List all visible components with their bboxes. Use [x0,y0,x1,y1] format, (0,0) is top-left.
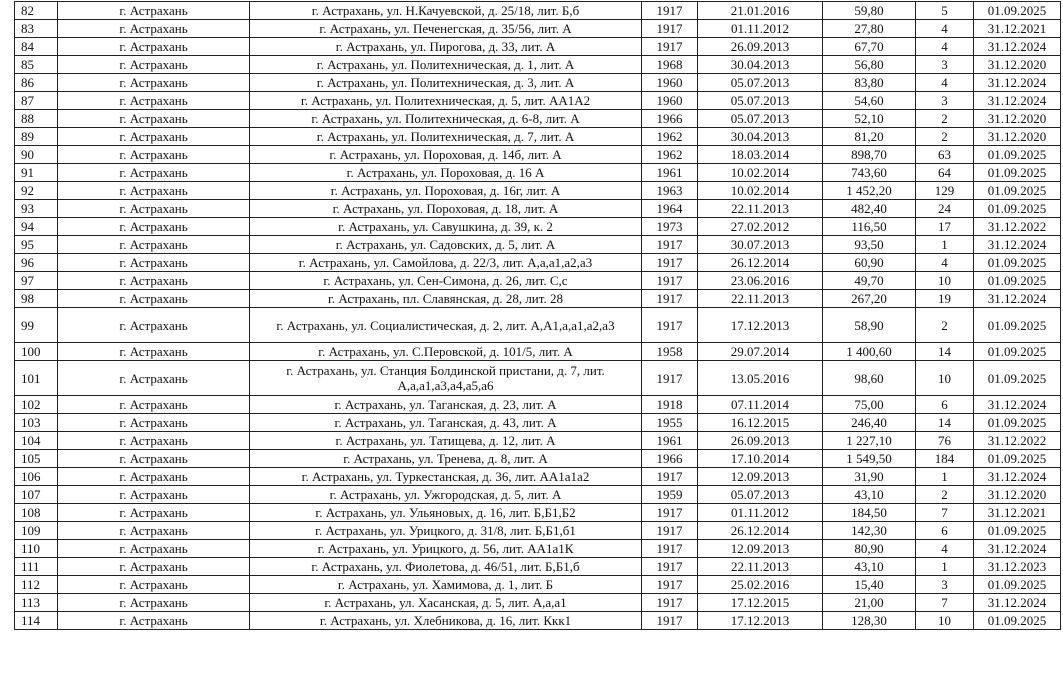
city-cell: г. Астрахань [58,290,250,308]
city-cell: г. Астрахань [58,254,250,272]
date-cell: 30.07.2013 [698,236,823,254]
address-cell: г. Астрахань, ул. Пороховая, д. 16 А [250,164,642,182]
address-cell: г. Астрахань, ул. Пороховая, д. 14б, лит. А [250,146,642,164]
table-row [15,468,1061,486]
area-cell: 898,70 [823,146,916,164]
year-cell: 1961 [642,432,698,450]
city-cell: г. Астрахань [58,74,250,92]
count-cell: 3 [916,576,974,594]
date-cell: 26.12.2014 [698,522,823,540]
date-cell: 17.12.2015 [698,594,823,612]
count-cell: 1 [916,468,974,486]
area-cell: 743,60 [823,164,916,182]
count-cell: 14 [916,343,974,361]
count-cell: 17 [916,218,974,236]
deadline-cell: 31.12.2024 [974,74,1061,92]
address-cell: г. Астрахань, ул. Политехническая, д. 3, лит. А [250,74,642,92]
area-cell: 246,40 [823,414,916,432]
row-number: 102 [15,396,58,414]
city-cell: г. Астрахань [58,468,250,486]
count-cell: 4 [916,74,974,92]
date-cell: 05.07.2013 [698,92,823,110]
area-cell: 58,90 [823,308,916,343]
year-cell: 1961 [642,164,698,182]
count-cell: 129 [916,182,974,200]
city-cell: г. Астрахань [58,2,250,20]
date-cell: 26.09.2013 [698,432,823,450]
city-cell: г. Астрахань [58,612,250,630]
table-row [15,236,1061,254]
year-cell: 1917 [642,361,698,396]
row-number: 84 [15,38,58,56]
year-cell: 1966 [642,450,698,468]
year-cell: 1917 [642,38,698,56]
deadline-cell: 01.09.2025 [974,612,1061,630]
address-cell: г. Астрахань, ул. Печенегская, д. 35/56, лит. А [250,20,642,38]
year-cell: 1917 [642,576,698,594]
row-number: 98 [15,290,58,308]
area-cell: 56,80 [823,56,916,74]
address-cell: г. Астрахань, ул. Таганская, д. 23, лит. А [250,396,642,414]
year-cell: 1917 [642,236,698,254]
address-cell: г. Астрахань, ул. Пирогова, д. 33, лит. А [250,38,642,56]
year-cell: 1917 [642,272,698,290]
city-cell: г. Астрахань [58,432,250,450]
table-row [15,361,1061,396]
date-cell: 29.07.2014 [698,343,823,361]
city-cell: г. Астрахань [58,182,250,200]
row-number: 114 [15,612,58,630]
address-cell: г. Астрахань, ул. Таганская, д. 43, лит. А [250,414,642,432]
city-cell: г. Астрахань [58,594,250,612]
deadline-cell: 31.12.2020 [974,56,1061,74]
date-cell: 07.11.2014 [698,396,823,414]
date-cell: 25.02.2016 [698,576,823,594]
table-row [15,522,1061,540]
table-row [15,38,1061,56]
count-cell: 2 [916,486,974,504]
year-cell: 1962 [642,146,698,164]
count-cell: 10 [916,272,974,290]
deadline-cell: 01.09.2025 [974,522,1061,540]
date-cell: 16.12.2015 [698,414,823,432]
table-row [15,146,1061,164]
row-number: 113 [15,594,58,612]
address-cell: г. Астрахань, ул. Хамимова, д. 1, лит. Б [250,576,642,594]
address-cell: г. Астрахань, ул. Станция Болдинской пристани, д. 7, лит. А,а,а1,а3,а4,а5,а6 [250,361,642,396]
deadline-cell: 31.12.2022 [974,218,1061,236]
year-cell: 1958 [642,343,698,361]
deadline-cell: 01.09.2025 [974,2,1061,20]
area-cell: 31,90 [823,468,916,486]
area-cell: 15,40 [823,576,916,594]
table-row [15,504,1061,522]
city-cell: г. Астрахань [58,540,250,558]
deadline-cell: 01.09.2025 [974,343,1061,361]
count-cell: 19 [916,290,974,308]
year-cell: 1968 [642,56,698,74]
date-cell: 22.11.2013 [698,290,823,308]
year-cell: 1973 [642,218,698,236]
area-cell: 43,10 [823,558,916,576]
address-cell: г. Астрахань, ул. Татищева, д. 12, лит. А [250,432,642,450]
count-cell: 5 [916,2,974,20]
address-cell: г. Астрахань, ул. Хлебникова, д. 16, лит. Ккк1 [250,612,642,630]
area-cell: 59,80 [823,2,916,20]
address-cell: г. Астрахань, ул. Савушкина, д. 39, к. 2 [250,218,642,236]
count-cell: 4 [916,254,974,272]
count-cell: 6 [916,396,974,414]
area-cell: 75,00 [823,396,916,414]
area-cell: 1 227,10 [823,432,916,450]
year-cell: 1960 [642,74,698,92]
date-cell: 12.09.2013 [698,468,823,486]
table-row [15,92,1061,110]
date-cell: 30.04.2013 [698,56,823,74]
year-cell: 1917 [642,308,698,343]
deadline-cell: 01.09.2025 [974,576,1061,594]
count-cell: 4 [916,38,974,56]
area-cell: 93,50 [823,236,916,254]
count-cell: 184 [916,450,974,468]
city-cell: г. Астрахань [58,20,250,38]
area-cell: 482,40 [823,200,916,218]
year-cell: 1963 [642,182,698,200]
area-cell: 142,30 [823,522,916,540]
city-cell: г. Астрахань [58,558,250,576]
area-cell: 60,90 [823,254,916,272]
city-cell: г. Астрахань [58,450,250,468]
year-cell: 1959 [642,486,698,504]
year-cell: 1918 [642,396,698,414]
row-number: 92 [15,182,58,200]
row-number: 104 [15,432,58,450]
address-cell: г. Астрахань, ул. Сен-Симона, д. 26, лит. С,с [250,272,642,290]
row-number: 88 [15,110,58,128]
deadline-cell: 01.09.2025 [974,200,1061,218]
city-cell: г. Астрахань [58,272,250,290]
deadline-cell: 31.12.2024 [974,236,1061,254]
deadline-cell: 31.12.2021 [974,20,1061,38]
year-cell: 1917 [642,468,698,486]
deadline-cell: 31.12.2024 [974,468,1061,486]
count-cell: 1 [916,236,974,254]
table-row [15,164,1061,182]
table-row [15,110,1061,128]
city-cell: г. Астрахань [58,343,250,361]
year-cell: 1966 [642,110,698,128]
deadline-cell: 01.09.2025 [974,308,1061,343]
table-body [15,2,1061,630]
row-number: 93 [15,200,58,218]
deadline-cell: 01.09.2025 [974,164,1061,182]
date-cell: 12.09.2013 [698,540,823,558]
table-row [15,450,1061,468]
date-cell: 17.10.2014 [698,450,823,468]
address-cell: г. Астрахань, пл. Славянская, д. 28, лит. 28 [250,290,642,308]
area-cell: 1 400,60 [823,343,916,361]
date-cell: 21.01.2016 [698,2,823,20]
year-cell: 1917 [642,522,698,540]
count-cell: 3 [916,56,974,74]
row-number: 82 [15,2,58,20]
table-row [15,200,1061,218]
count-cell: 7 [916,594,974,612]
area-cell: 49,70 [823,272,916,290]
address-cell: г. Астрахань, ул. Ужгородская, д. 5, лит. А [250,486,642,504]
year-cell: 1917 [642,20,698,38]
city-cell: г. Астрахань [58,576,250,594]
count-cell: 3 [916,92,974,110]
address-cell: г. Астрахань, ул. Пороховая, д. 16г, лит. А [250,182,642,200]
count-cell: 76 [916,432,974,450]
count-cell: 2 [916,128,974,146]
deadline-cell: 01.09.2025 [974,182,1061,200]
year-cell: 1917 [642,558,698,576]
address-cell: г. Астрахань, ул. Политехническая, д. 5, лит. АА1А2 [250,92,642,110]
address-cell: г. Астрахань, ул. Урицкого, д. 31/8, лит. Б,Б1,б1 [250,522,642,540]
table-row [15,2,1061,20]
date-cell: 30.04.2013 [698,128,823,146]
area-cell: 54,60 [823,92,916,110]
row-number: 94 [15,218,58,236]
table-row [15,612,1061,630]
city-cell: г. Астрахань [58,361,250,396]
table-row [15,56,1061,74]
date-cell: 10.02.2014 [698,164,823,182]
address-cell: г. Астрахань, ул. Политехническая, д. 6-8, лит. А [250,110,642,128]
area-cell: 1 549,50 [823,450,916,468]
area-cell: 83,80 [823,74,916,92]
date-cell: 18.03.2014 [698,146,823,164]
deadline-cell: 31.12.2020 [974,110,1061,128]
table-row [15,308,1061,343]
count-cell: 1 [916,558,974,576]
row-number: 89 [15,128,58,146]
address-cell: г. Астрахань, ул. Политехническая, д. 7, лит. А [250,128,642,146]
address-cell: г. Астрахань, ул. Пороховая, д. 18, лит. А [250,200,642,218]
address-cell: г. Астрахань, ул. Тренева, д. 8, лит. А [250,450,642,468]
year-cell: 1964 [642,200,698,218]
city-cell: г. Астрахань [58,164,250,182]
area-cell: 52,10 [823,110,916,128]
deadline-cell: 31.12.2022 [974,432,1061,450]
area-cell: 98,60 [823,361,916,396]
row-number: 95 [15,236,58,254]
count-cell: 2 [916,110,974,128]
deadline-cell: 31.12.2020 [974,486,1061,504]
date-cell: 01.11.2012 [698,20,823,38]
count-cell: 10 [916,612,974,630]
deadline-cell: 01.09.2025 [974,254,1061,272]
area-cell: 67,70 [823,38,916,56]
year-cell: 1962 [642,128,698,146]
table-row [15,396,1061,414]
area-cell: 128,30 [823,612,916,630]
deadline-cell: 01.09.2025 [974,450,1061,468]
row-number: 91 [15,164,58,182]
city-cell: г. Астрахань [58,414,250,432]
address-cell: г. Астрахань, ул. Н.Качуевской, д. 25/18, лит. Б,б [250,2,642,20]
address-cell: г. Астрахань, ул. Туркестанская, д. 36, лит. АА1а1а2 [250,468,642,486]
count-cell: 6 [916,522,974,540]
date-cell: 17.12.2013 [698,308,823,343]
count-cell: 10 [916,361,974,396]
date-cell: 26.12.2014 [698,254,823,272]
date-cell: 23.06.2016 [698,272,823,290]
area-cell: 80,90 [823,540,916,558]
row-number: 86 [15,74,58,92]
table-row [15,576,1061,594]
city-cell: г. Астрахань [58,146,250,164]
table-row [15,74,1061,92]
city-cell: г. Астрахань [58,110,250,128]
row-number: 101 [15,361,58,396]
address-cell: г. Астрахань, ул. Фиолетова, д. 46/51, лит. Б,Б1,б [250,558,642,576]
deadline-cell: 31.12.2024 [974,396,1061,414]
year-cell: 1917 [642,612,698,630]
housing-table [14,1,1061,630]
count-cell: 64 [916,164,974,182]
count-cell: 24 [916,200,974,218]
year-cell: 1917 [642,594,698,612]
area-cell: 1 452,20 [823,182,916,200]
table-row [15,128,1061,146]
row-number: 90 [15,146,58,164]
table-row [15,486,1061,504]
deadline-cell: 31.12.2024 [974,290,1061,308]
address-cell: г. Астрахань, ул. Хасанская, д. 5, лит. А,а,а1 [250,594,642,612]
city-cell: г. Астрахань [58,200,250,218]
city-cell: г. Астрахань [58,308,250,343]
area-cell: 267,20 [823,290,916,308]
date-cell: 13.05.2016 [698,361,823,396]
area-cell: 43,10 [823,486,916,504]
city-cell: г. Астрахань [58,522,250,540]
year-cell: 1917 [642,2,698,20]
table-row [15,272,1061,290]
row-number: 105 [15,450,58,468]
row-number: 83 [15,20,58,38]
count-cell: 7 [916,504,974,522]
address-cell: г. Астрахань, ул. Садовских, д. 5, лит. А [250,236,642,254]
deadline-cell: 31.12.2024 [974,38,1061,56]
row-number: 97 [15,272,58,290]
count-cell: 4 [916,20,974,38]
address-cell: г. Астрахань, ул. Социалистическая, д. 2, лит. А,А1,а,а1,а2,а3 [250,308,642,343]
row-number: 103 [15,414,58,432]
deadline-cell: 31.12.2024 [974,594,1061,612]
table-row [15,594,1061,612]
address-cell: г. Астрахань, ул. Ульяновых, д. 16, лит. Б,Б1,Б2 [250,504,642,522]
row-number: 85 [15,56,58,74]
year-cell: 1917 [642,504,698,522]
date-cell: 26.09.2013 [698,38,823,56]
city-cell: г. Астрахань [58,128,250,146]
area-cell: 27,80 [823,20,916,38]
city-cell: г. Астрахань [58,504,250,522]
deadline-cell: 31.12.2023 [974,558,1061,576]
row-number: 87 [15,92,58,110]
area-cell: 116,50 [823,218,916,236]
date-cell: 22.11.2013 [698,200,823,218]
row-number: 99 [15,308,58,343]
date-cell: 17.12.2013 [698,612,823,630]
city-cell: г. Астрахань [58,92,250,110]
deadline-cell: 01.09.2025 [974,146,1061,164]
deadline-cell: 31.12.2021 [974,504,1061,522]
table-row [15,254,1061,272]
table-row [15,182,1061,200]
address-cell: г. Астрахань, ул. Урицкого, д. 56, лит. АА1а1К [250,540,642,558]
row-number: 96 [15,254,58,272]
city-cell: г. Астрахань [58,396,250,414]
area-cell: 21,00 [823,594,916,612]
city-cell: г. Астрахань [58,236,250,254]
deadline-cell: 31.12.2024 [974,92,1061,110]
city-cell: г. Астрахань [58,38,250,56]
deadline-cell: 01.09.2025 [974,361,1061,396]
address-cell: г. Астрахань, ул. С.Перовской, д. 101/5, лит. А [250,343,642,361]
city-cell: г. Астрахань [58,218,250,236]
table-row [15,218,1061,236]
year-cell: 1917 [642,254,698,272]
count-cell: 4 [916,540,974,558]
deadline-cell: 31.12.2024 [974,540,1061,558]
area-cell: 184,50 [823,504,916,522]
date-cell: 05.07.2013 [698,74,823,92]
year-cell: 1917 [642,290,698,308]
row-number: 106 [15,468,58,486]
area-cell: 81,20 [823,128,916,146]
row-number: 100 [15,343,58,361]
table-row [15,290,1061,308]
table-row [15,20,1061,38]
deadline-cell: 31.12.2020 [974,128,1061,146]
deadline-cell: 01.09.2025 [974,414,1061,432]
city-cell: г. Астрахань [58,486,250,504]
address-cell: г. Астрахань, ул. Самойлова, д. 22/3, лит. А,а,а1,а2,а3 [250,254,642,272]
count-cell: 2 [916,308,974,343]
count-cell: 63 [916,146,974,164]
table-row [15,558,1061,576]
date-cell: 10.02.2014 [698,182,823,200]
count-cell: 14 [916,414,974,432]
row-number: 109 [15,522,58,540]
year-cell: 1955 [642,414,698,432]
row-number: 110 [15,540,58,558]
table-row [15,540,1061,558]
table-row [15,432,1061,450]
address-cell: г. Астрахань, ул. Политехническая, д. 1, лит. А [250,56,642,74]
date-cell: 27.02.2012 [698,218,823,236]
date-cell: 05.07.2013 [698,486,823,504]
deadline-cell: 01.09.2025 [974,272,1061,290]
row-number: 111 [15,558,58,576]
date-cell: 05.07.2013 [698,110,823,128]
year-cell: 1960 [642,92,698,110]
year-cell: 1917 [642,540,698,558]
row-number: 112 [15,576,58,594]
table-row [15,414,1061,432]
date-cell: 22.11.2013 [698,558,823,576]
date-cell: 01.11.2012 [698,504,823,522]
city-cell: г. Астрахань [58,56,250,74]
row-number: 108 [15,504,58,522]
table-row [15,343,1061,361]
row-number: 107 [15,486,58,504]
